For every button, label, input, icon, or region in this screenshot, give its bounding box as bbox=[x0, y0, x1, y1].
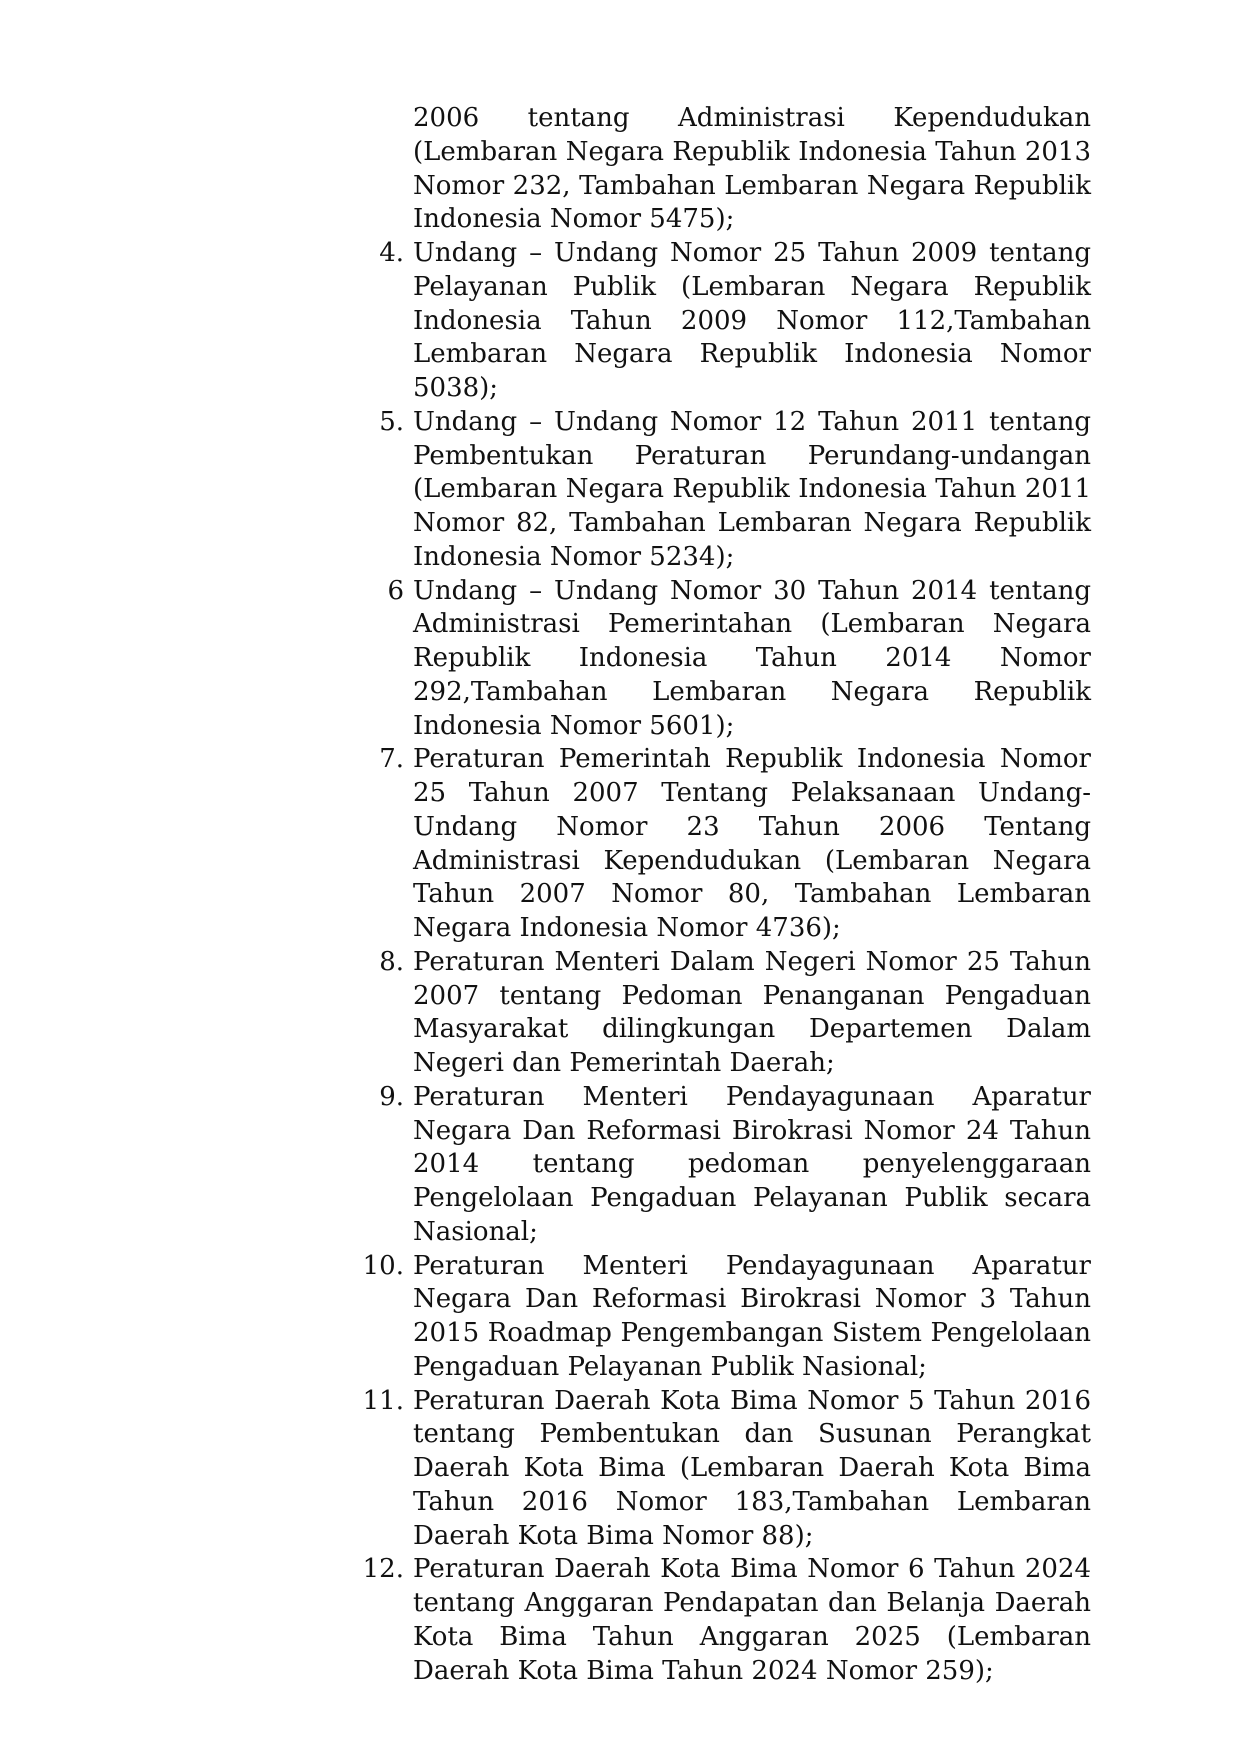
list-item-number: 11. bbox=[362, 1385, 404, 1416]
list-item bbox=[340, 406, 1091, 575]
list-item-number: 7. bbox=[379, 744, 404, 775]
list-item-number: 10. bbox=[362, 1250, 404, 1281]
legal-basis-list bbox=[340, 102, 1091, 1688]
list-item-number: 6 bbox=[387, 575, 404, 606]
list-item-text: 2006 tentang Administrasi Kependudukan (Lembaran Negara Republik Indonesia Tahun 2013 Nomor 232, Tambahan Lembaran Negara Republik Indonesia Nomor 5475); bbox=[413, 103, 1091, 235]
list-item-text: Peraturan Menteri Dalam Negeri Nomor 25 Tahun 2007 tentang Pedoman Penanganan Pengaduan Masyarakat dilingkungan Departemen Dalam Negeri dan Pemerintah Daerah; bbox=[413, 946, 1091, 1078]
list-item bbox=[340, 237, 1091, 406]
list-item bbox=[340, 946, 1091, 1081]
list-item bbox=[340, 1081, 1091, 1250]
list-item bbox=[340, 102, 1091, 237]
list-item-text: Undang – Undang Nomor 25 Tahun 2009 tentang Pelayanan Publik (Lembaran Negara Republik Indonesia Tahun 2009 Nomor 112,Tambahan Lembaran Negara Republik Indonesia Nomor 5038); bbox=[413, 238, 1091, 403]
list-item bbox=[340, 743, 1091, 946]
list-item bbox=[340, 1553, 1091, 1688]
list-item-text: Undang – Undang Nomor 30 Tahun 2014 tentang Administrasi Pemerintahan (Lembaran Negara Republik Indonesia Tahun 2014 Nomor 292,Tambahan Lembaran Negara Republik Indonesia Nomor 5601); bbox=[413, 575, 1091, 741]
list-item bbox=[340, 1385, 1091, 1554]
list-item-text: Peraturan Daerah Kota Bima Nomor 6 Tahun 2024 tentang Anggaran Pendapatan dan Belanja Daerah Kota Bima Tahun Anggaran 2025 (Lembaran Daerah Kota Bima Tahun 2024 Nomor 259); bbox=[413, 1554, 1091, 1686]
list-item-text: Undang – Undang Nomor 12 Tahun 2011 tentang Pembentukan Peraturan Perundang-undangan (Lembaran Negara Republik Indonesia Tahun 2011 Nomor 82, Tambahan Lembaran Negara Republik Indonesia Nomor 5234); bbox=[413, 406, 1091, 572]
list-item-text: Peraturan Menteri Pendayagunaan Aparatur Negara Dan Reformasi Birokrasi Nomor 24 Tahun 2014 tentang pedoman penyelenggaraan Pengelolaan Pengaduan Pelayanan Publik secara Nasional; bbox=[413, 1081, 1091, 1247]
list-item-text: Peraturan Pemerintah Republik Indonesia Nomor 25 Tahun 2007 Tentang Pelaksanaan Undang-Undang Nomor 23 Tahun 2006 Tentang Administrasi Kependudukan (Lembaran Negara Tahun 2007 Nomor 80, Tambahan Lembaran Negara Indonesia Nomor 4736); bbox=[413, 744, 1091, 943]
list-item-number: 4. bbox=[379, 238, 404, 268]
list-item-number: 5. bbox=[379, 406, 404, 437]
list-item-text: Peraturan Menteri Pendayagunaan Aparatur Negara Dan Reformasi Birokrasi Nomor 3 Tahun 2015 Roadmap Pengembangan Sistem Pengelolaan Pengaduan Pelayanan Publik Nasional; bbox=[413, 1250, 1091, 1382]
list-item-number: 12. bbox=[362, 1554, 404, 1585]
list-item bbox=[340, 575, 1091, 744]
list-item-number: 8. bbox=[379, 946, 404, 977]
list-item-number: 9. bbox=[379, 1081, 404, 1112]
list-item-text: Peraturan Daerah Kota Bima Nomor 5 Tahun 2016 tentang Pembentukan dan Susunan Perangkat Daerah Kota Bima (Lembaran Daerah Kota Bima Tahun 2016 Nomor 183,Tambahan Lembaran Daerah Kota Bima Nomor 88); bbox=[413, 1385, 1091, 1551]
list-item bbox=[340, 1250, 1091, 1385]
